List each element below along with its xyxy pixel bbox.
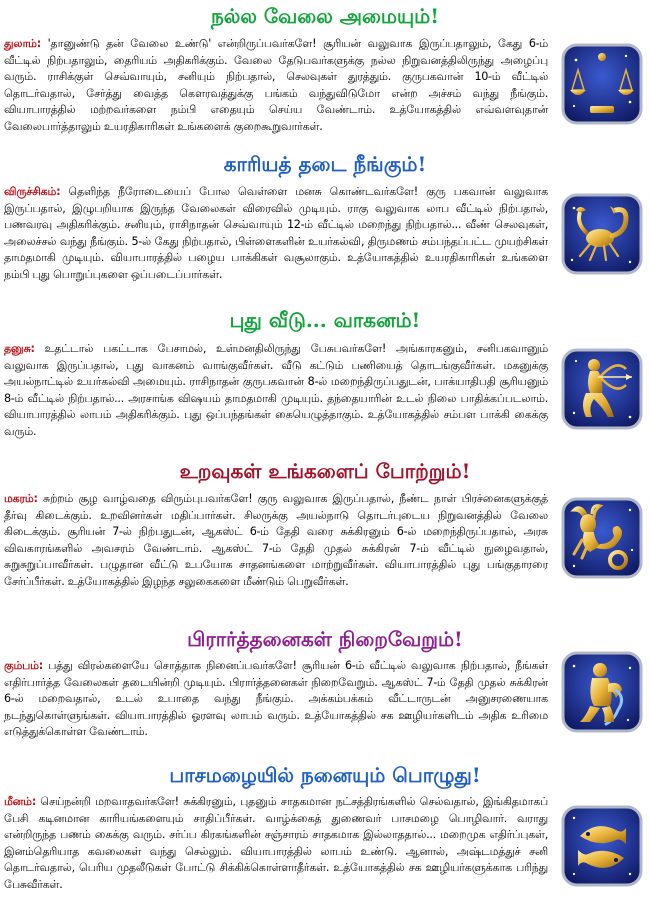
section-text: 'தானுண்டு தன் வேலை உண்டு' என்றிருப்பவர்களே! சூரியன் வலுவாக இருப்பதாலும், கேது 6-ம் வீட்டில் நிற்பதாலும், தைரியம் அதிகரிக்கும். வேலை தேடுபவர்களுக்கு நல்ல நிறுவனத்திலிருந்து அழைப்பு வரும். ராசிக்குள் செவ்வாயும், சனியும் நிற்பதால், செலவுகள் துரத்தும். குருபகவான் 10-ம் வீட்டில் தொடர்வதால், சேர்த்து வைத்த கௌரவத்துக்கு பங்கம் வந்துவிடுமோ என்ற அச்சம் வந்து நீங்கும். வியாபாரத்தில் மற்றவர்களை நம்பி எதையும் செய்ய வேண்டாம். உத்யோகத்தில் எவ்வளவுதான் வேலைபார்த்தாலும் உயரதிகாரிகள் உங்களைக் குறைகூறுவார்கள். (4, 37, 548, 133)
sign-label: விருச்சிகம்: (4, 185, 61, 198)
section-body (4, 491, 548, 590)
section-heading: பிரார்த்தனைகள் நிறைவேறும்! (187, 627, 463, 651)
sign-label: துலாம்: (4, 37, 41, 50)
sign-label: தனுசு: (4, 342, 35, 355)
section-body (4, 794, 548, 893)
section-text: சுற்றம் சூழ வாழ்வதை விரும்புபவர்களே! குரு வலுவாக இருப்பதால், நீண்ட நாள் பிரச்னைகளுக்குத் தீர்வு கிடைக்கும். உறவினர்கள் மதிப்பார்கள். சிலருக்கு அயல்நாடு தொடர்புடைய நிறுவனத்தில் வேலை கிடைக்கும். சூரியன் 7-ல் நிற்பதுடன், ஆகஸ்ட் 6-ம் தேதி வரை சுக்கிரனும் 6-ல் மறைந்திருப்பதால், அரசு விவகாரங்களில் அவசரம் வேண்டாம். ஆகஸ்ட் 7-ம் தேதி முதல் சுக்கிரன் 7-ம் வீட்டில் நுழைவதால், சுறுசுறுப்பாவீர்கள். பழுதான வீட்டு உபயோக சாதனங்களை மாற்றுவீர்கள். வியாபாரத்தில் புது பங்குதாரரை சேர்ப்பீர்கள். உத்யோகத்தில் இழந்த சலுகைகளை மீண்டும் பெறுவீர்கள். (4, 492, 548, 588)
sign-label: கும்பம்: (4, 659, 43, 672)
sign-label: மீனம்: (4, 795, 36, 808)
capricorn-icon (560, 496, 644, 580)
pisces-icon (560, 804, 644, 888)
section-text: உதட்டால் பகட்டாக பேசாமல், உள்மனதிலிருந்து பேசுபவர்களே! அங்காரகனும், சனிபகவானும் வலுவாக இருப்பதால், புது வாகனம் வாங்குவீர்கள். வீடு கட்டும் பணியைத் தொடங்குவீர்கள். மகனுக்கு அயல்நாட்டில் உயர்கல்வி அமையும். ராசிநாதன் குருபகவான் 8-ல் மறைந்திருப்பதுடன், பாக்யாதிபதி சூரியனும் 8-ம் வீட்டில் நிற்பதால்... அரசாங்க விஷயம் தாமதமாகி முடியும். தந்தையாரின் உடல் நிலை பாதிக்கப்படலாம். வியாபாரத்தில் லாபம் அதிகரிக்கும். புது ஒப்பந்தங்கள் கையெழுத்தாகும். உத்யோகத்தில் சம்பள பாக்கி கைக்கு வரும். (4, 342, 548, 438)
section-text: செய்நன்றி மறவாதவர்களே! சுக்கிரனும், புதனும் சாதகமான நட்சத்திரங்களில் செல்வதால், இங்கிதமாகப் பேசி கடினமான காரியங்களையும் சாதிப்பீர்கள். வாழ்க்கைத் துணைவர் பாசமழை பொழிவார். வராது என்றிருந்த பணம் கைக்கு வரும். சர்ப்ப கிரகங்களின் சஞ்சாரம் சாதகமாக இல்லாததால்... மறைமுக எதிர்ப்புகள், இனம்தெரியாத கவலைகள் வந்து செல்லும். வியாபாரத்தில் லாபம் உண்டு. ஆனால், அஷ்டமத்துச் சனி தொடர்வதால், பெரிய முதலீடுகள் போட்டு சிக்கிக்கொள்ளாதீர்கள். உத்யோகத்தில் சக ஊழியர்களுக்காக பரிந்து பேசுவீர்கள். (4, 795, 548, 891)
section-heading: நல்ல வேலை அமையும்! (210, 4, 440, 28)
section-body (4, 658, 548, 741)
section-body (4, 341, 548, 440)
section-text: தெளிந்த நீரோடையைப் போல வெள்ளை மனசு கொண்டவர்களே! குரு பகவான் வலுவாக இருப்பதால், இழுபறியாக இருந்த வேலைகள் விரைவில் முடியும். ராகு வலுவாக லாப வீட்டில் நிற்பதால், பணவரவு அதிகரிக்கும். சனியும், ராசிநாதன் செவ்வாயும் 12-ம் வீட்டில் மறைந்து நிற்பதால்... வீண் செலவுகள், அலைச்சல் வந்து நீங்கும். 5-ல் கேது நிற்பதால், பிள்ளைகளின் உயர்கல்வி, திருமணம் சம்பந்தப்பட்ட முயற்சிகள் தாமதமாகி முடியும். வியாபாரத்தில் பழைய பாக்கிகள் வசூலாகும். உத்யோகத்தில் உயரதிகாரிகள் உங்களை நம்பி புது பொறுப்புகளை ஒப்படைப்பார்கள். (4, 185, 548, 281)
section-heading: புது வீடு... வாகனம்! (229, 308, 421, 332)
section-heading: உறவுகள் உங்களைப் போற்றும்! (179, 459, 471, 483)
section-heading: காரியத் தடை நீங்கும்! (223, 152, 427, 176)
section-body (4, 184, 548, 283)
aquarius-icon (560, 650, 644, 734)
sagittarius-icon (560, 347, 644, 431)
sign-label: மகரம்: (4, 492, 38, 505)
section-text: பத்து விரல்களையே சொத்தாக நினைப்பவர்களே! சூரியன் 6-ம் வீட்டில் வலுவாக நிற்பதால், நீங்கள் எதிர்பார்த்த வேலைகள் தடையின்றி முடியும். பிரார்த்தனைகள் நிறைவேறும். ஆகஸ்ட் 7-ம் தேதி முதல் சுக்கிரன் 6-ல் மறைவதால், உடல் உபாதை வந்து நீங்கும். அக்கம்பக்கம் வீட்டாருடன் அனுசரணையாக நடந்துகொள்ளுங்கள். வியாபாரத்தில் ஓரளவு லாபம் வரும். உத்யோகத்தில் சக ஊழியர்களிடம் அதிக உரிமை எடுத்துக்கொள்ள வேண்டாம். (4, 659, 548, 738)
scorpio-icon (560, 192, 644, 276)
libra-icon (560, 42, 644, 126)
section-heading: பாசமழையில் நனையும் பொழுது! (169, 763, 481, 787)
section-body (4, 36, 548, 135)
